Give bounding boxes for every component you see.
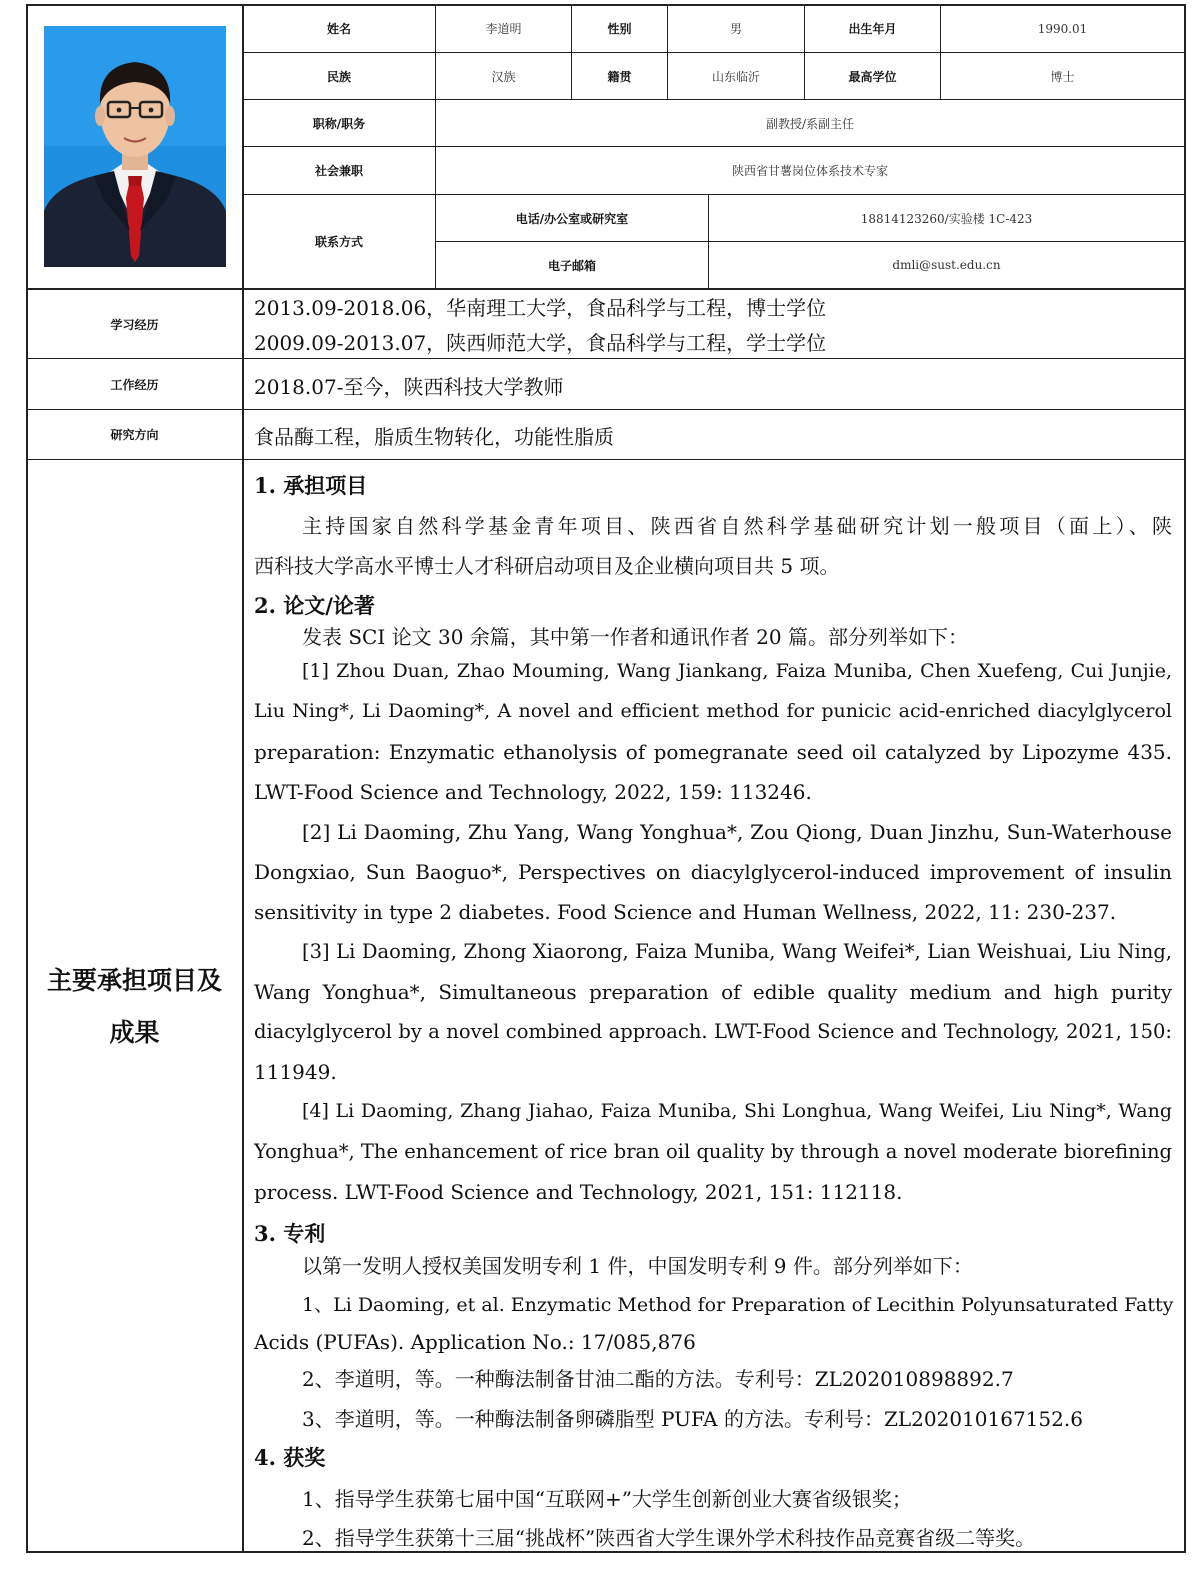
paper-line: Yonghua*, The enhancement of rice bran oil quality by through a novel moderate biorefining	[254, 1140, 1172, 1163]
ethnicity-label: 民族	[326, 69, 351, 84]
paper-line: [2] Li Daoming, Zhu Yang, Wang Yonghua*, Zou Qiong, Duan Jinzhu, Sun-Waterhouse	[302, 820, 1172, 844]
paper-line: [4] Li Daoming, Zhang Jiahao, Faiza Muniba, Shi Longhua, Wang Weifei, Liu Ning*, Wang	[302, 1100, 1172, 1122]
portrait-image	[44, 26, 226, 267]
title-label: 职称/职务	[312, 116, 366, 131]
award-line: 1、指导学生获第七届中国“互联网+”大学生创新创业大赛省级银奖；	[302, 1487, 912, 1511]
paper-line: diacylglycerol by a novel combined approach. LWT-Food Science and Technology, 2021, 150:	[254, 1020, 1172, 1043]
paper-line: LWT-Food Science and Technology, 2022, 159: 113246.	[254, 780, 812, 804]
patent-line: Acids (PUFAs). Application No.: 17/085,876	[254, 1330, 696, 1354]
name-value: 李道明	[485, 22, 522, 36]
achievements-label-line: 主要承担项目及	[46, 966, 222, 995]
name-label: 姓名	[326, 22, 351, 36]
work-text: 2018.07-至今，陕西科技大学教师	[254, 375, 564, 399]
degree-value: 博士	[1050, 69, 1075, 84]
social-value: 陕西省甘薯岗位体系技术专家	[731, 164, 888, 178]
contact-label: 联系方式	[314, 235, 363, 249]
achievements-label-line: 成果	[109, 1018, 160, 1047]
award-line: 2、指导学生获第十三届“挑战杯”陕西省大学生课外学术科技作品竞赛省级二等奖。	[302, 1526, 1036, 1550]
paper-line: sensitivity in type 2 diabetes. Food Science and Human Wellness, 2022, 11: 230-237.	[254, 900, 1117, 924]
email-label: 电子邮箱	[547, 258, 596, 273]
paper-line: 111949.	[254, 1060, 337, 1084]
ethnicity-value: 汉族	[491, 69, 516, 84]
gender-label: 性别	[607, 22, 632, 36]
paper-line: [3] Li Daoming, Zhong Xiaorong, Faiza Muniba, Wang Weifei*, Lian Weishuai, Liu Ning,	[302, 940, 1172, 963]
origin-value: 山东临沂	[711, 69, 760, 84]
patent-line: 2、李道明，等。一种酶法制备甘油二酯的方法。专利号：ZL202010898892.7	[302, 1367, 1014, 1391]
education-label: 学习经历	[110, 317, 159, 332]
email-value: dmli@sust.edu.cn	[892, 258, 1001, 272]
patent-line: 1、Li Daoming, et al. Enzymatic Method for Preparation of Lecithin Polyunsaturated Fatty	[302, 1294, 1174, 1316]
paper-line: preparation: Enzymatic ethanolysis of pomegranate seed oil catalyzed by Lipozyme 435.	[254, 740, 1172, 764]
section-projects-title: 1. 承担项目	[254, 473, 368, 498]
education-item: 2009.09-2013.07，陕西师范大学，食品科学与工程，学士学位	[254, 331, 827, 355]
paragraph-line: 以第一发明人授权美国发明专利 1 件，中国发明专利 9 件。部分列举如下：	[302, 1254, 973, 1278]
birth-label: 出生年月	[848, 22, 897, 36]
title-value: 副教授/系副主任	[765, 116, 855, 131]
section-awards-title: 4. 获奖	[254, 1445, 326, 1470]
gender-value: 男	[729, 22, 742, 36]
research-text: 食品酶工程，脂质生物转化，功能性脂质	[254, 425, 614, 449]
social-label: 社会兼职	[314, 164, 363, 178]
profile-photo	[44, 26, 226, 267]
degree-label: 最高学位	[848, 69, 897, 84]
birth-value: 1990.01	[1037, 21, 1088, 36]
education-item: 2013.09-2018.06，华南理工大学，食品科学与工程，博士学位	[254, 296, 827, 320]
paper-line: process. LWT-Food Science and Technology, 2021, 151: 112118.	[254, 1180, 903, 1204]
work-label: 工作经历	[110, 377, 159, 392]
phone-label: 电话/办公室或研究室	[515, 211, 629, 226]
paragraph-line: 发表 SCI 论文 30 余篇，其中第一作者和通讯作者 20 篇。部分列举如下：	[302, 625, 968, 649]
paper-line: [1] Zhou Duan, Zhao Mouming, Wang Jiankang, Faiza Muniba, Chen Xuefeng, Cui Junjie,	[302, 660, 1172, 682]
paper-line: Liu Ning*, Li Daoming*, A novel and efficient method for punicic acid-enriched diacylglycerol	[254, 700, 1172, 722]
section-papers-title: 2. 论文/论著	[254, 593, 375, 618]
patent-line: 3、李道明，等。一种酶法制备卵磷脂型 PUFA 的方法。专利号：ZL202010167152.6	[302, 1407, 1083, 1431]
phone-value: 18814123260/实验楼 1C-423	[860, 211, 1033, 226]
paragraph-line: 西科技大学高水平博士人才科研启动项目及企业横向项目共 5 项。	[254, 554, 840, 578]
research-label: 研究方向	[110, 428, 159, 442]
achievements-label	[27, 955, 242, 1059]
paper-line: Dongxiao, Sun Baoguo*, Perspectives on diacylglycerol-induced improvement of insulin	[254, 860, 1172, 884]
section-patents-title: 3. 专利	[254, 1221, 326, 1246]
paper-line: Wang Yonghua*, Simultaneous preparation of edible quality medium and high purity	[254, 980, 1172, 1004]
paragraph-line: 主持国家自然科学基金青年项目、陕西省自然科学基础研究计划一般项目（面上）、陕	[302, 514, 1172, 538]
origin-label: 籍贯	[607, 69, 632, 84]
